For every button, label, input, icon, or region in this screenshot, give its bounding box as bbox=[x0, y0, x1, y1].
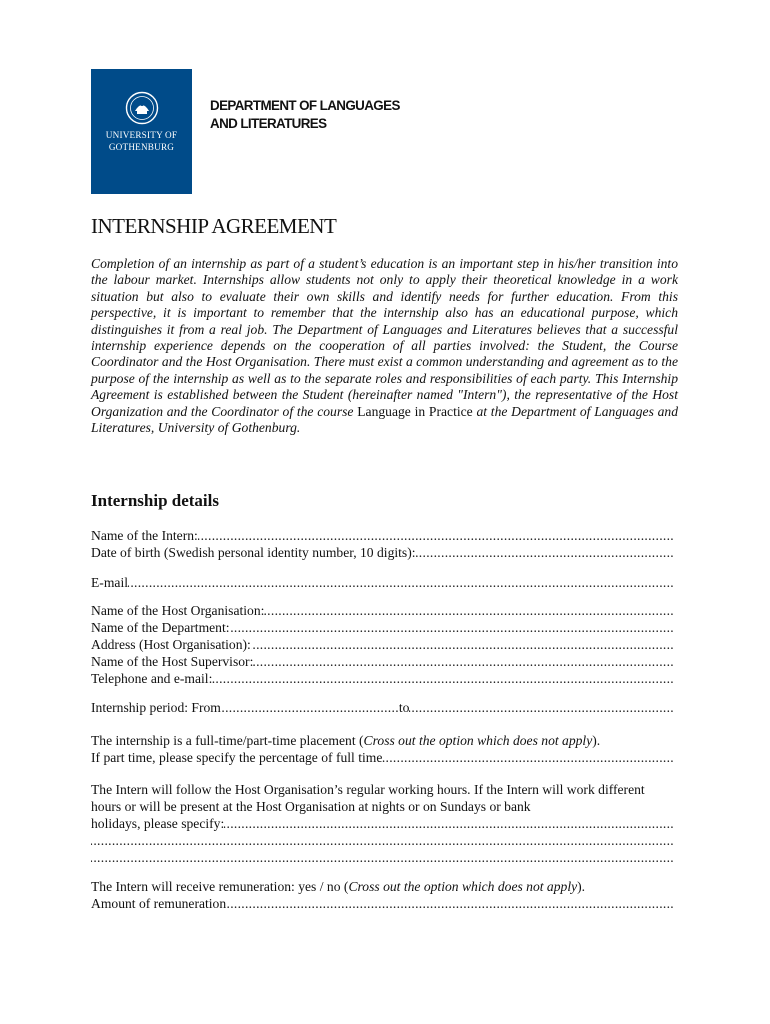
internship-period-field[interactable] bbox=[91, 699, 674, 716]
host-org-field[interactable] bbox=[91, 602, 674, 619]
dob-blank[interactable] bbox=[416, 544, 674, 561]
department-name bbox=[210, 97, 400, 133]
placement-statement bbox=[91, 732, 675, 749]
intern-name-label: Name of the Intern: bbox=[91, 528, 198, 543]
logo-line-1: UNIVERSITY OF bbox=[105, 130, 178, 140]
part-time-blank[interactable] bbox=[382, 749, 674, 766]
telephone-field[interactable] bbox=[91, 670, 674, 687]
remuneration-amount-blank[interactable] bbox=[226, 895, 674, 912]
intro-course-name: Language in Practice bbox=[353, 403, 473, 419]
intern-name-field[interactable] bbox=[91, 527, 674, 544]
supervisor-label: Name of the Host Supervisor: bbox=[91, 654, 254, 669]
university-seal-icon bbox=[125, 91, 159, 125]
remuneration-close: ). bbox=[577, 879, 586, 894]
university-logo bbox=[91, 69, 192, 194]
remuneration-text: The Intern will receive remuneration: yes / no ( bbox=[91, 879, 349, 894]
department-field[interactable] bbox=[91, 619, 674, 636]
email-label: E-mail bbox=[91, 575, 128, 590]
dob-label: Date of birth (Swedish personal identity number, 10 digits): bbox=[91, 545, 416, 560]
hours-specify-blank-3[interactable] bbox=[91, 849, 674, 866]
address-blank[interactable] bbox=[251, 636, 674, 653]
email-blank[interactable] bbox=[128, 574, 674, 591]
part-time-label: If part time, please specify the percentage of full time bbox=[91, 750, 383, 765]
period-from-blank[interactable] bbox=[221, 699, 399, 716]
hours-specify-line-3[interactable] bbox=[91, 849, 674, 866]
period-from-label: Internship period: From bbox=[91, 700, 221, 715]
working-hours-statement: The Intern will follow the Host Organisation’s regular working hours. If the Intern will work different hours or will be present at the Host Organisation at nights or on Sundays or bank bbox=[91, 782, 645, 814]
hours-specify-label: holidays, please specify: bbox=[91, 816, 225, 831]
period-to-blank[interactable] bbox=[409, 699, 674, 716]
hours-specify-blank[interactable] bbox=[224, 815, 674, 832]
section-heading: Internship details bbox=[91, 491, 219, 510]
department-blank[interactable] bbox=[230, 619, 674, 636]
intern-name-blank[interactable] bbox=[198, 527, 674, 544]
supervisor-blank[interactable] bbox=[253, 653, 674, 670]
page-title: INTERNSHIP AGREEMENT bbox=[91, 214, 337, 238]
remuneration-amount-field[interactable] bbox=[91, 895, 674, 912]
dob-field[interactable] bbox=[91, 544, 674, 561]
intro-paragraph bbox=[91, 256, 678, 436]
host-org-blank[interactable] bbox=[264, 602, 674, 619]
address-label: Address (Host Organisation): bbox=[91, 637, 251, 652]
intro-italic-end: at the Department of Languages and Literatures, University of Gothenburg. bbox=[91, 403, 679, 436]
email-field[interactable] bbox=[91, 574, 674, 591]
department-label: Name of the Department: bbox=[91, 620, 230, 635]
placement-close: ). bbox=[592, 733, 601, 748]
part-time-field[interactable] bbox=[91, 749, 674, 766]
remuneration-note: Cross out the option which does not apply bbox=[348, 879, 578, 894]
hours-specify-field[interactable] bbox=[91, 815, 674, 832]
placement-note: Cross out the option which does not apply bbox=[363, 733, 593, 748]
host-org-label: Name of the Host Organisation: bbox=[91, 603, 265, 618]
remuneration-statement bbox=[91, 878, 675, 895]
telephone-label: Telephone and e-mail: bbox=[91, 671, 213, 686]
placement-text: The internship is a full-time/part-time placement ( bbox=[91, 733, 364, 748]
logo-text bbox=[91, 129, 192, 153]
intro-italic: Completion of an internship as part of a student’s education is an important step in his/her transition into the labour market. Internships allow students not only to apply their theoretical knowledge in a work situation but also to evaluate their own skills and identify needs for further education. From this perspective, it is important to remember that the internship also has an educational purpose, which distinguishes it from a real job. The Department of Languages and Literatures believes that a successful internship experience depends on the cooperation of all parties involved: the Student, the Course Coordinator and the Host Organisation. There must exist a common understanding and agreement as to the purpose of the internship as well as to the separate roles and responsibilities of each party. This Internship Agreement is established between the Student (hereinafter named "Intern"), the representative of the Host Organization and the Coordinator of the course bbox=[91, 256, 678, 419]
telephone-blank[interactable] bbox=[212, 670, 674, 687]
period-to-label: to bbox=[398, 700, 410, 715]
address-field[interactable] bbox=[91, 636, 674, 653]
hours-specify-blank-2[interactable] bbox=[91, 832, 674, 849]
remuneration-amount-label: Amount of remuneration bbox=[91, 896, 227, 911]
department-line-2: AND LITERATURES bbox=[210, 116, 327, 131]
supervisor-field[interactable] bbox=[91, 653, 674, 670]
hours-specify-line-2[interactable] bbox=[91, 832, 674, 849]
logo-line-2: GOTHENBURG bbox=[108, 142, 175, 152]
department-line-1: DEPARTMENT OF LANGUAGES bbox=[210, 98, 400, 113]
